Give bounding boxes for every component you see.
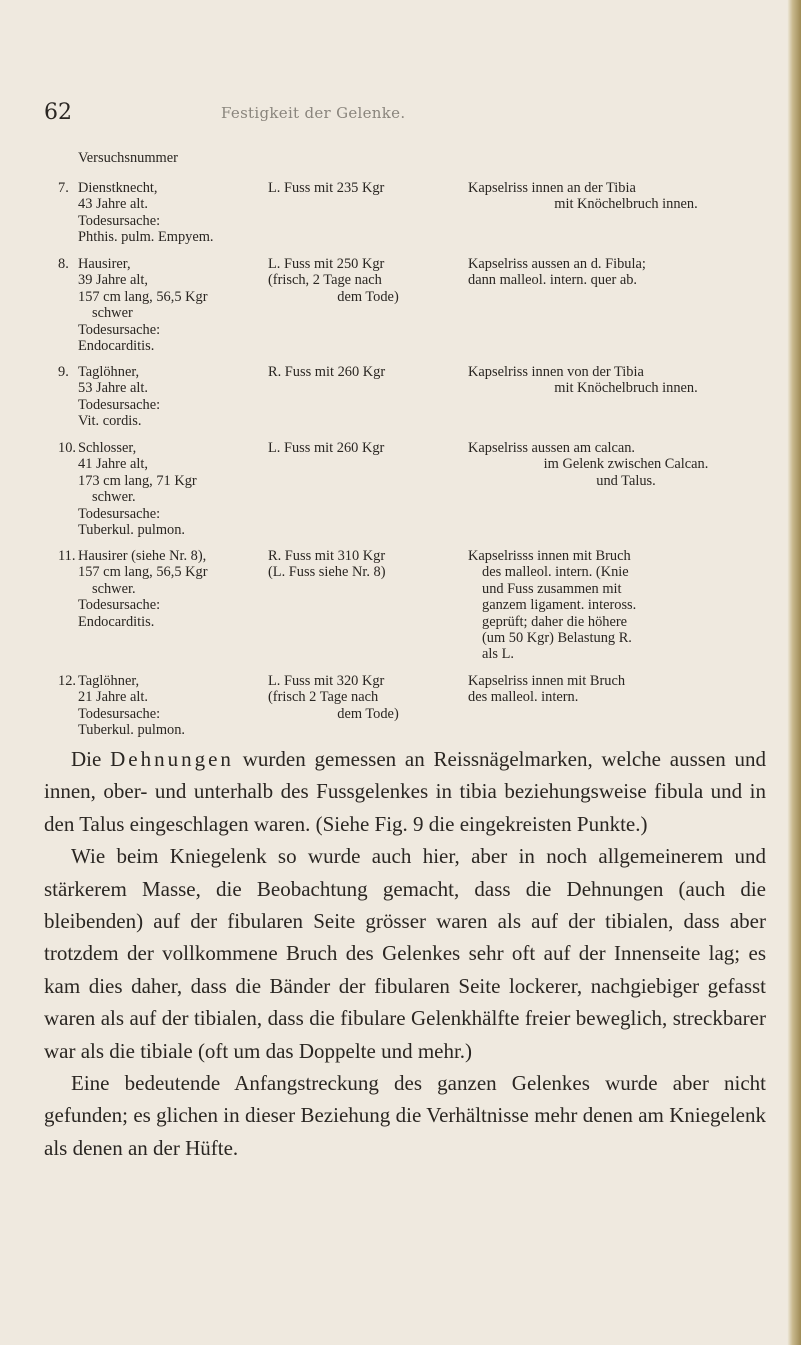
load-line: L. Fuss mit 250 Kgr — [268, 256, 385, 272]
subject-line: Todesursache: — [78, 705, 161, 722]
result-info — [468, 364, 784, 397]
load-line: dem Tode) — [337, 705, 399, 722]
load-info — [268, 180, 468, 196]
subject-line: schwer. — [92, 580, 136, 597]
page-number: 62 — [44, 100, 72, 125]
result-line: des malleol. intern. (Knie — [482, 564, 629, 581]
load-line: (frisch 2 Tage nach — [268, 689, 379, 706]
load-line: R. Fuss mit 260 Kgr — [268, 364, 386, 380]
case-number: 9. — [58, 364, 69, 380]
result-info — [468, 673, 784, 706]
subject-line: Schlosser, — [78, 440, 137, 456]
subject-info — [78, 440, 268, 538]
result-line: und Fuss zusammen mit — [482, 580, 622, 597]
load-line: dem Tode) — [337, 288, 399, 305]
p1-lead: Die — [71, 747, 102, 771]
result-info — [468, 256, 784, 289]
result-line: als L. — [482, 646, 514, 663]
subject-line: Vit. cordis. — [78, 413, 142, 430]
result-info — [468, 548, 784, 663]
case-10 — [58, 440, 780, 538]
result-info — [468, 440, 784, 489]
load-line: R. Fuss mit 310 Kgr — [268, 548, 386, 564]
case-7 — [58, 180, 780, 246]
subject-line: Endocarditis. — [78, 613, 155, 630]
case-number: 7. — [58, 180, 69, 196]
load-info — [268, 673, 468, 722]
subject-line: Endocarditis. — [78, 338, 155, 355]
subject-line: Dienstknecht, — [78, 180, 158, 196]
paragraph-1 — [44, 743, 766, 840]
load-info — [268, 548, 468, 581]
case-number: 10. — [58, 440, 76, 456]
load-info — [268, 440, 468, 456]
subject-info — [78, 256, 268, 354]
result-line: mit Knöchelbruch innen. — [554, 196, 698, 213]
page-header — [0, 100, 801, 130]
load-info — [268, 364, 468, 380]
case-12 — [58, 673, 780, 739]
subject-line: 41 Jahre alt, — [78, 456, 148, 473]
subject-line: 173 cm lang, 71 Kgr — [78, 472, 197, 489]
dehnungen-spaced: Dehnungen — [110, 747, 234, 771]
result-line: Kapselriss innen mit Bruch — [468, 673, 626, 689]
result-info — [468, 180, 784, 213]
case-number: 8. — [58, 256, 69, 272]
result-line: Kapselriss aussen an d. Fibula; — [468, 256, 646, 272]
subject-line: Todesursache: — [78, 396, 161, 413]
subject-line: Hausirer (siehe Nr. 8), — [78, 548, 207, 564]
subject-line: 53 Jahre alt. — [78, 380, 148, 397]
subject-info — [78, 548, 268, 630]
result-line: ganzem ligament. inteross. — [482, 597, 637, 614]
subject-line: 157 cm lang, 56,5 Kgr — [78, 564, 208, 581]
result-line: Kapselrisss innen mit Bruch — [468, 548, 631, 564]
subject-line: 157 cm lang, 56,5 Kgr — [78, 288, 208, 305]
result-line: und Talus. — [596, 472, 656, 489]
page-edge — [787, 0, 801, 1345]
load-line: (frisch, 2 Tage nach — [268, 272, 382, 289]
running-title: Festigkeit der Gelenke. — [221, 104, 406, 122]
case-8 — [58, 256, 780, 354]
subject-line: schwer. — [92, 489, 136, 506]
subject-line: Todesursache: — [78, 505, 161, 522]
subject-info — [78, 673, 268, 739]
result-line: (um 50 Kgr) Belastung R. — [482, 630, 632, 647]
case-9 — [58, 364, 780, 430]
subject-line: Tuberkul. pulmon. — [78, 722, 186, 739]
subject-line: Todesursache: — [78, 321, 161, 338]
subject-line: schwer — [92, 305, 133, 322]
load-line: L. Fuss mit 235 Kgr — [268, 180, 385, 196]
result-line: Kapselriss innen von der Tibia — [468, 364, 644, 380]
subject-info — [78, 364, 268, 430]
subject-line: Taglöhner, — [78, 364, 140, 380]
result-line: des malleol. intern. — [468, 689, 579, 706]
load-line: (L. Fuss siehe Nr. 8) — [268, 564, 386, 581]
body-text — [44, 743, 766, 1164]
result-line: mit Knöchelbruch innen. — [554, 380, 698, 397]
case-number: 12. — [58, 673, 76, 689]
result-line: geprüft; daher die höhere — [482, 613, 628, 630]
subject-line: 39 Jahre alt, — [78, 272, 148, 289]
result-line: Kapselriss innen an der Tibia — [468, 180, 636, 196]
subject-line: Todesursache: — [78, 597, 161, 614]
experiment-table — [58, 150, 780, 739]
p1-rest: wurden gemessen an Reissnägelmarken, welche aussen und innen, ober- und unterhalb des Fussgelenkes in tibia beziehungsweise fibula und in den Talus eingeschlagen waren. (Siehe Fig. 9 die eingekreisten Punkte.) — [44, 747, 767, 836]
paragraph-2: Wie beim Kniegelenk so wurde auch hier, aber in noch allgemeinerem und stärkerem Masse, die Beobachtung gemacht, dass die Dehnungen (auch die bleibenden) auf der fibularen Seite grösser waren als auf der tibialen, dass aber trotzdem der vollkommene Bruch des Gelenkes sehr oft auf der Innenseite lag; es kam dies daher, dass die Bänder der fibularen Seite lockerer, nachgiebiger gefasst waren als auf der tibialen, dass die fibulare Gelenkhälfte freier beweglich, streckbarer war als die tibiale (oft um das Doppelte und mehr.) — [44, 844, 766, 1063]
paragraph-3: Eine bedeutende Anfangstreckung des ganzen Gelenkes wurde aber nicht gefunden; es glichen in dieser Beziehung die Verhältnisse mehr denen am Kniegelenk als denen an der Hüfte. — [44, 1071, 766, 1160]
subject-line: Todesursache: — [78, 212, 161, 229]
case-11 — [58, 548, 780, 663]
load-line: L. Fuss mit 260 Kgr — [268, 440, 385, 456]
subject-info — [78, 180, 268, 246]
load-line: L. Fuss mit 320 Kgr — [268, 673, 385, 689]
subject-line: Phthis. pulm. Empyem. — [78, 229, 214, 246]
result-line: Kapselriss aussen am calcan. — [468, 440, 636, 456]
case-number: 11. — [58, 548, 76, 564]
subject-line: Tuberkul. pulmon. — [78, 522, 186, 539]
subject-line: 43 Jahre alt. — [78, 196, 148, 213]
subject-line: Taglöhner, — [78, 673, 140, 689]
column-header: Versuchsnummer — [78, 150, 178, 166]
result-line: dann malleol. intern. quer ab. — [468, 272, 638, 289]
load-info — [268, 256, 468, 305]
subject-line: Hausirer, — [78, 256, 131, 272]
subject-line: 21 Jahre alt. — [78, 689, 148, 706]
result-line: im Gelenk zwischen Calcan. — [543, 456, 709, 473]
